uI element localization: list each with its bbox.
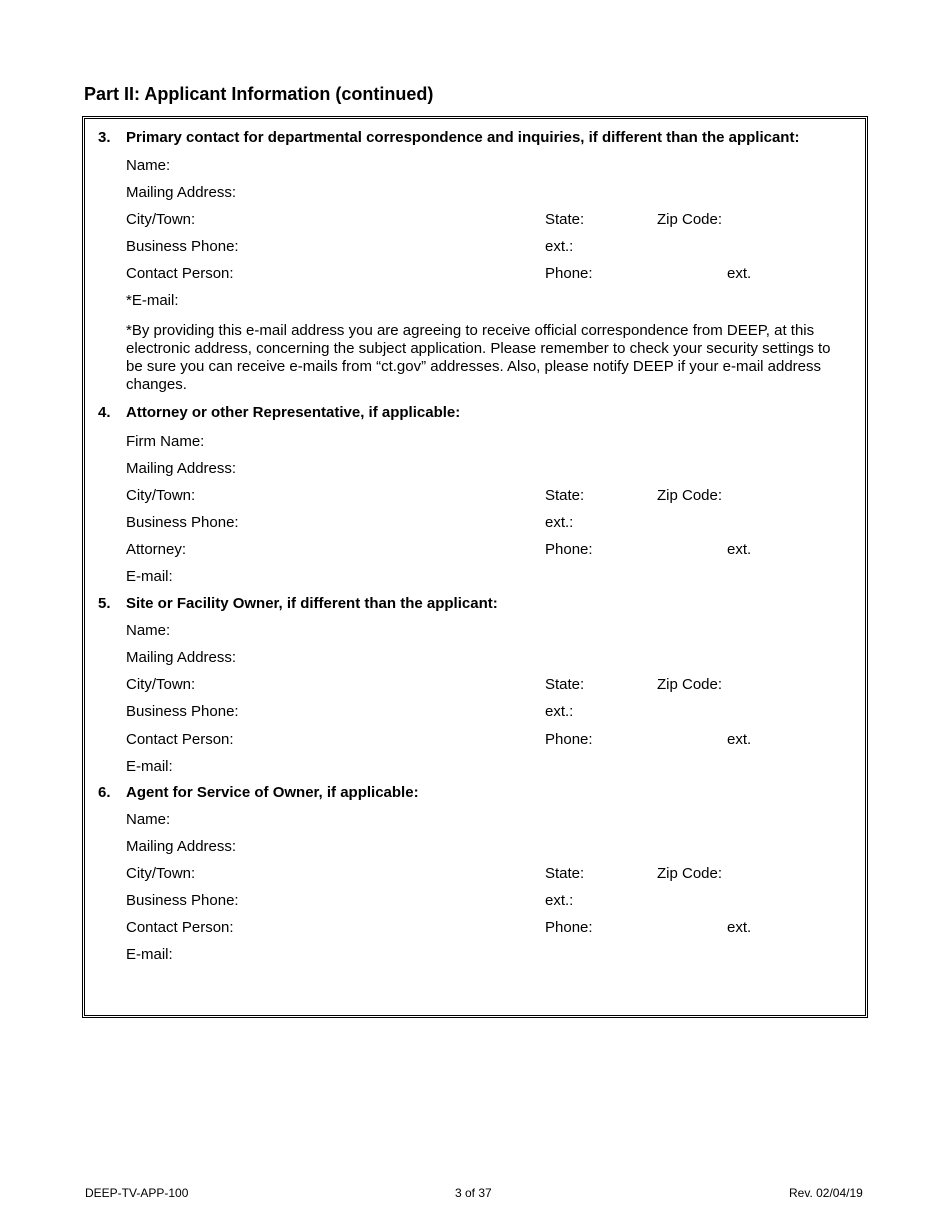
s3-zip-label: Zip Code: bbox=[657, 211, 723, 228]
footer-page-number: 3 of 37 bbox=[455, 1186, 492, 1200]
s6-phone-label: Phone: bbox=[545, 919, 593, 936]
email-consent-note: *By providing this e-mail address you are agreeing to receive official correspondence from DEEP, at this electronic address, concerning the subject application. Please remember to check your security settings to be sure you can receive e-mails from “ct.gov” addresses. Also, please notify DEEP if your e-mail address changes. bbox=[126, 322, 831, 393]
s5-state-label: State: bbox=[545, 676, 585, 693]
s4-business-phone-label: Business Phone: bbox=[126, 514, 239, 531]
s6-name-label: Name: bbox=[126, 811, 171, 828]
s6-contact-person-label: Contact Person: bbox=[126, 919, 234, 936]
s3-mailing-address-label: Mailing Address: bbox=[126, 184, 237, 201]
s3-business-phone-label: Business Phone: bbox=[126, 238, 239, 255]
section-5-number: 5. bbox=[98, 595, 111, 612]
footer-revision: Rev. 02/04/19 bbox=[789, 1186, 863, 1200]
s3-contact-person-label: Contact Person: bbox=[126, 265, 234, 282]
s3-city-label: City/Town: bbox=[126, 211, 196, 228]
section-4-heading: Attorney or other Representative, if applicable: bbox=[126, 404, 461, 421]
section-3-number: 3. bbox=[98, 129, 111, 146]
s4-business-ext-label: ext.: bbox=[545, 514, 574, 531]
s3-state-label: State: bbox=[545, 211, 585, 228]
section-6-heading: Agent for Service of Owner, if applicable: bbox=[126, 784, 419, 801]
s5-phone-ext-label: ext. bbox=[727, 731, 752, 748]
s6-mailing-address-label: Mailing Address: bbox=[126, 838, 237, 855]
s4-firm-name-label: Firm Name: bbox=[126, 433, 205, 450]
section-6-number: 6. bbox=[98, 784, 111, 801]
s5-mailing-address-label: Mailing Address: bbox=[126, 649, 237, 666]
s3-phone-ext-label: ext. bbox=[727, 265, 752, 282]
s3-name-label: Name: bbox=[126, 157, 171, 174]
s3-phone-label: Phone: bbox=[545, 265, 593, 282]
s6-email-label: E-mail: bbox=[126, 946, 173, 963]
s3-email-label: *E-mail: bbox=[126, 292, 179, 309]
s5-contact-person-label: Contact Person: bbox=[126, 731, 234, 748]
s6-zip-label: Zip Code: bbox=[657, 865, 723, 882]
footer-form-id: DEEP-TV-APP-100 bbox=[85, 1186, 189, 1200]
s6-business-phone-label: Business Phone: bbox=[126, 892, 239, 909]
s4-attorney-label: Attorney: bbox=[126, 541, 187, 558]
s3-business-ext-label: ext.: bbox=[545, 238, 574, 255]
section-3-heading: Primary contact for departmental correspondence and inquiries, if different than the applicant: bbox=[126, 129, 800, 146]
s5-phone-label: Phone: bbox=[545, 731, 593, 748]
s5-city-label: City/Town: bbox=[126, 676, 196, 693]
s6-business-ext-label: ext.: bbox=[545, 892, 574, 909]
s5-email-label: E-mail: bbox=[126, 758, 173, 775]
s5-business-ext-label: ext.: bbox=[545, 703, 574, 720]
s4-email-label: E-mail: bbox=[126, 568, 173, 585]
page-title: Part II: Applicant Information (continued) bbox=[84, 84, 434, 104]
s5-business-phone-label: Business Phone: bbox=[126, 703, 239, 720]
s4-zip-label: Zip Code: bbox=[657, 487, 723, 504]
section-4-number: 4. bbox=[98, 404, 111, 421]
s4-city-label: City/Town: bbox=[126, 487, 196, 504]
s6-city-label: City/Town: bbox=[126, 865, 196, 882]
s6-phone-ext-label: ext. bbox=[727, 919, 752, 936]
s4-mailing-address-label: Mailing Address: bbox=[126, 460, 237, 477]
s6-state-label: State: bbox=[545, 865, 585, 882]
s4-state-label: State: bbox=[545, 487, 585, 504]
s5-zip-label: Zip Code: bbox=[657, 676, 723, 693]
s4-phone-ext-label: ext. bbox=[727, 541, 752, 558]
s4-phone-label: Phone: bbox=[545, 541, 593, 558]
section-5-heading: Site or Facility Owner, if different than the applicant: bbox=[126, 595, 498, 612]
s5-name-label: Name: bbox=[126, 622, 171, 639]
